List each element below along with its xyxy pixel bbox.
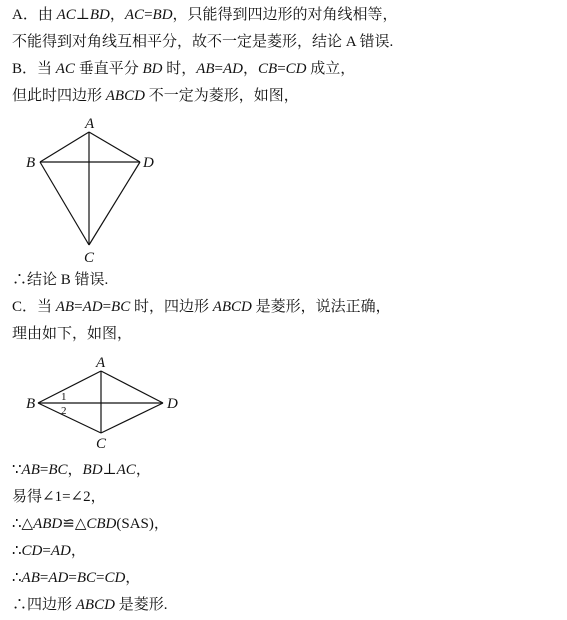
text-segment: ， [135,462,151,478]
rhombus-side-ab [38,371,101,403]
kite-label-d: D [143,155,154,171]
text-segment: A．由 [12,7,57,23]
text-segment: = [214,61,224,77]
math-variable: AC [124,7,145,23]
rhombus-label-d: D [167,396,178,412]
text-segment: 时，四边形 [130,299,213,315]
math-variable: ABCD [105,88,145,104]
math-variable: AD [223,61,244,77]
math-variable: AD [48,570,69,586]
text-segment: 不一定为菱形，如图， [144,88,299,104]
kite-figure [40,132,140,245]
math-variable: AC [55,61,75,77]
text-segment: 不能得到对角线互相平分，故不一定是菱形，结论 A 错误. [12,34,394,50]
text-segment: ≌△ [62,516,87,532]
text-segment: ∴四边形 [12,597,76,613]
text-segment: ，只能得到四边形的对角线相等， [172,7,398,23]
math-variable: BD [89,7,110,23]
text-segment: 理由如下，如图， [12,326,133,342]
math-variable: CB [258,61,278,77]
math-variable: CD [285,61,307,77]
kite-side-ab [40,132,89,162]
text-segment: ∴ [12,543,22,559]
math-variable: AB [55,299,75,315]
rhombus-side-bc [38,403,101,433]
kite-label-a: A [85,116,95,132]
rhombus-side-ad [101,371,163,403]
text-segment: ， [70,543,86,559]
text-segment: ⊥ [102,462,117,478]
math-variable: BD [82,462,103,478]
math-variable: CD [21,543,43,559]
kite-side-bc [40,162,89,245]
text-segment: 是菱形. [114,597,168,613]
text-segment: = [144,7,153,23]
text-segment: ∴结论 B 错误. [12,272,109,288]
text-segment: ， [109,7,125,23]
kite-label-c: C [84,250,95,266]
text-segment: 但此时四边形 [12,88,106,104]
rhombus-label-c: C [96,436,107,452]
text-segment: 垂直平分 [74,61,143,77]
kite-side-dc [89,162,140,245]
math-variable: AB [21,462,40,478]
kite-label-b: B [26,155,36,171]
text-segment: ， [125,570,141,586]
text-segment: ∴△ [12,516,34,532]
math-variable: BC [111,299,131,315]
math-variable: ABCD [212,299,252,315]
math-variable: CD [104,570,126,586]
math-variable: BC [76,570,96,586]
text-segment: B．当 [12,61,56,77]
rhombus-label-a: A [96,355,106,371]
text-segment: (SAS)， [116,516,169,532]
math-variable: AD [82,299,103,315]
math-variable: BC [48,462,68,478]
text-segment: = [277,61,286,77]
text-segment: = [102,299,112,315]
kite-side-ad [89,132,140,162]
math-variable: AC [116,462,136,478]
text-segment: 易得∠1=∠2， [12,489,106,505]
math-variable: AB [21,570,40,586]
text-segment: ∴ [12,570,22,586]
text-segment: 成立， [306,61,356,77]
text-segment: = [39,462,49,478]
math-variable: BD [142,61,163,77]
rhombus-figure [38,371,163,433]
text-segment: = [42,543,51,559]
text-segment: 是菱形，说法正确， [251,299,391,315]
text-segment: = [95,570,105,586]
text-segment: ∵ [12,462,22,478]
text-segment: 时， [162,61,197,77]
text-segment: = [68,570,77,586]
angle-label-1: 1 [61,391,67,403]
text-segment: ⊥ [75,7,90,23]
math-variable: AC [56,7,76,23]
math-variable: BD [152,7,173,23]
text-segment: ， [243,61,259,77]
math-variable: CBD [86,516,117,532]
math-variable: ABD [33,516,63,532]
math-variable: AD [50,543,71,559]
math-variable: AB [196,61,215,77]
text-segment: C．当 [12,299,56,315]
text-segment: ， [67,462,83,478]
text-segment: = [74,299,83,315]
text-segment: = [39,570,49,586]
rhombus-side-dc [101,403,163,433]
math-variable: ABCD [75,597,115,613]
angle-label-2: 2 [61,405,67,417]
rhombus-label-b: B [26,396,36,412]
